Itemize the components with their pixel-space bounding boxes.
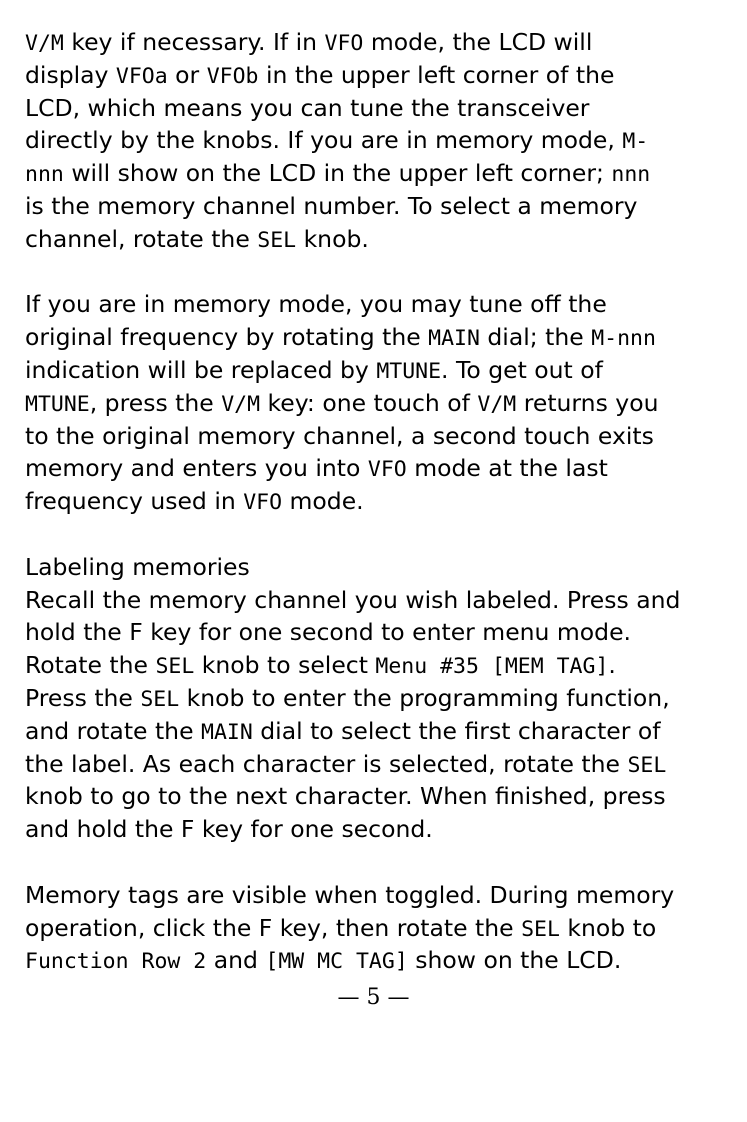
control-term: VFOb	[206, 63, 259, 89]
text-run: knob to go to the next character. When finished, press	[25, 782, 666, 811]
control-term: VFOa	[115, 63, 168, 89]
text-run: Rotate the	[25, 651, 156, 680]
text-line	[25, 59, 725, 92]
text-run: show on the LCD.	[407, 946, 622, 975]
control-term: SEL	[627, 752, 667, 778]
text-run: Recall the memory channel you wish labeled. Press and	[25, 585, 681, 614]
text-line	[25, 26, 725, 59]
text-run: . To get out of	[441, 355, 603, 384]
text-line	[25, 944, 725, 977]
paragraph	[25, 879, 725, 977]
control-term: M-	[622, 129, 649, 155]
control-term: VFO	[243, 490, 283, 516]
text-run: returns you	[516, 388, 659, 417]
text-line	[25, 223, 725, 256]
text-run: display	[25, 60, 116, 89]
control-term: SEL	[521, 916, 560, 942]
page-number: — 5 —	[337, 985, 410, 1010]
text-run: hold the F key for one second to enter menu mode.	[25, 618, 632, 647]
text-run: If you are in memory mode, you may tune off the	[25, 290, 607, 319]
control-term: V/M	[477, 391, 517, 417]
text-line	[25, 584, 725, 617]
control-term: MTUNE	[25, 391, 90, 417]
text-line	[25, 912, 725, 945]
text-run: operation, click the F key, then rotate the	[25, 913, 522, 942]
text-run: knob.	[296, 224, 369, 253]
control-term: [MW MC TAG]	[265, 949, 408, 975]
text-run: will show on the LCD in the upper left corner;	[63, 159, 612, 188]
text-line	[25, 92, 725, 125]
text-run: and rotate the	[25, 716, 201, 745]
paragraph	[25, 584, 725, 846]
text-run: is the memory channel number. To select a memory	[25, 191, 638, 220]
text-run: frequency used in	[25, 487, 244, 516]
text-line	[25, 616, 725, 649]
control-term: VFO	[324, 31, 364, 56]
control-term: MAIN	[201, 719, 253, 745]
text-run: and hold the F key for one second.	[25, 815, 433, 844]
text-line	[25, 682, 725, 715]
control-term: V/M	[25, 31, 64, 56]
text-line	[25, 780, 725, 813]
control-term: MTUNE	[376, 358, 442, 384]
text-line	[25, 387, 725, 420]
control-term: Menu #35 [MEM TAG]	[375, 654, 609, 680]
text-run: in the upper left corner of the	[258, 60, 615, 89]
text-line	[25, 124, 725, 157]
text-line	[25, 420, 725, 453]
text-line	[25, 715, 725, 748]
control-term: M-nnn	[591, 326, 656, 352]
text-run: mode.	[282, 487, 364, 516]
text-line	[25, 321, 725, 354]
text-run: mode at the last	[406, 454, 608, 483]
control-term: SEL	[257, 227, 297, 253]
text-run: directly by the knobs. If you are in memory mode,	[25, 126, 623, 155]
text-run: Memory tags are visible when toggled. During memory	[25, 880, 675, 909]
text-run: , press the	[89, 388, 222, 417]
paragraph	[25, 26, 725, 256]
text-run: original frequency by rotating the	[25, 323, 429, 352]
text-line	[25, 485, 725, 518]
text-line	[25, 879, 725, 912]
control-term: nnn	[611, 162, 651, 188]
text-run: dial to select the first character of	[252, 716, 661, 745]
section-heading: Labeling memories	[25, 552, 250, 581]
text-run: knob to select	[194, 651, 376, 680]
text-run: and	[206, 946, 266, 975]
text-run: to the original memory channel, a second touch exits	[25, 421, 654, 450]
text-run: mode, the LCD will	[363, 28, 593, 56]
text-line	[25, 190, 725, 223]
text-line	[25, 288, 725, 321]
text-run: or	[167, 60, 207, 89]
text-run: key if necessary. If in	[63, 28, 325, 56]
paragraph	[25, 288, 725, 518]
text-run: the label. As each character is selected, rotate the	[25, 749, 628, 778]
paragraph-gap	[25, 518, 725, 551]
document-body	[25, 26, 725, 977]
text-run: Press the	[25, 683, 141, 712]
text-line	[25, 748, 725, 781]
text-line	[25, 157, 725, 190]
paragraph-gap	[25, 846, 725, 879]
text-run: key: one touch of	[260, 388, 478, 417]
control-term: MAIN	[428, 326, 480, 352]
text-run: memory and enters you into	[25, 454, 368, 483]
control-term: V/M	[221, 391, 261, 417]
text-line	[25, 649, 725, 682]
control-term: VFO	[367, 457, 407, 483]
control-term: nnn	[25, 162, 64, 188]
text-run: knob to enter the programming function,	[179, 683, 670, 712]
text-run: .	[608, 651, 616, 680]
text-line	[25, 813, 725, 846]
control-term: SEL	[140, 686, 180, 712]
control-term: Function Row 2	[25, 949, 207, 975]
text-run: dial; the	[479, 323, 592, 352]
control-term: SEL	[155, 654, 195, 680]
paragraph-gap	[25, 256, 725, 289]
text-run: channel, rotate the	[25, 224, 258, 253]
text-run: knob to	[559, 913, 657, 942]
text-line	[25, 452, 725, 485]
text-run: indication will be replaced by	[25, 355, 377, 384]
text-line	[25, 354, 725, 387]
text-run: LCD, which means you can tune the transceiver	[25, 93, 590, 122]
